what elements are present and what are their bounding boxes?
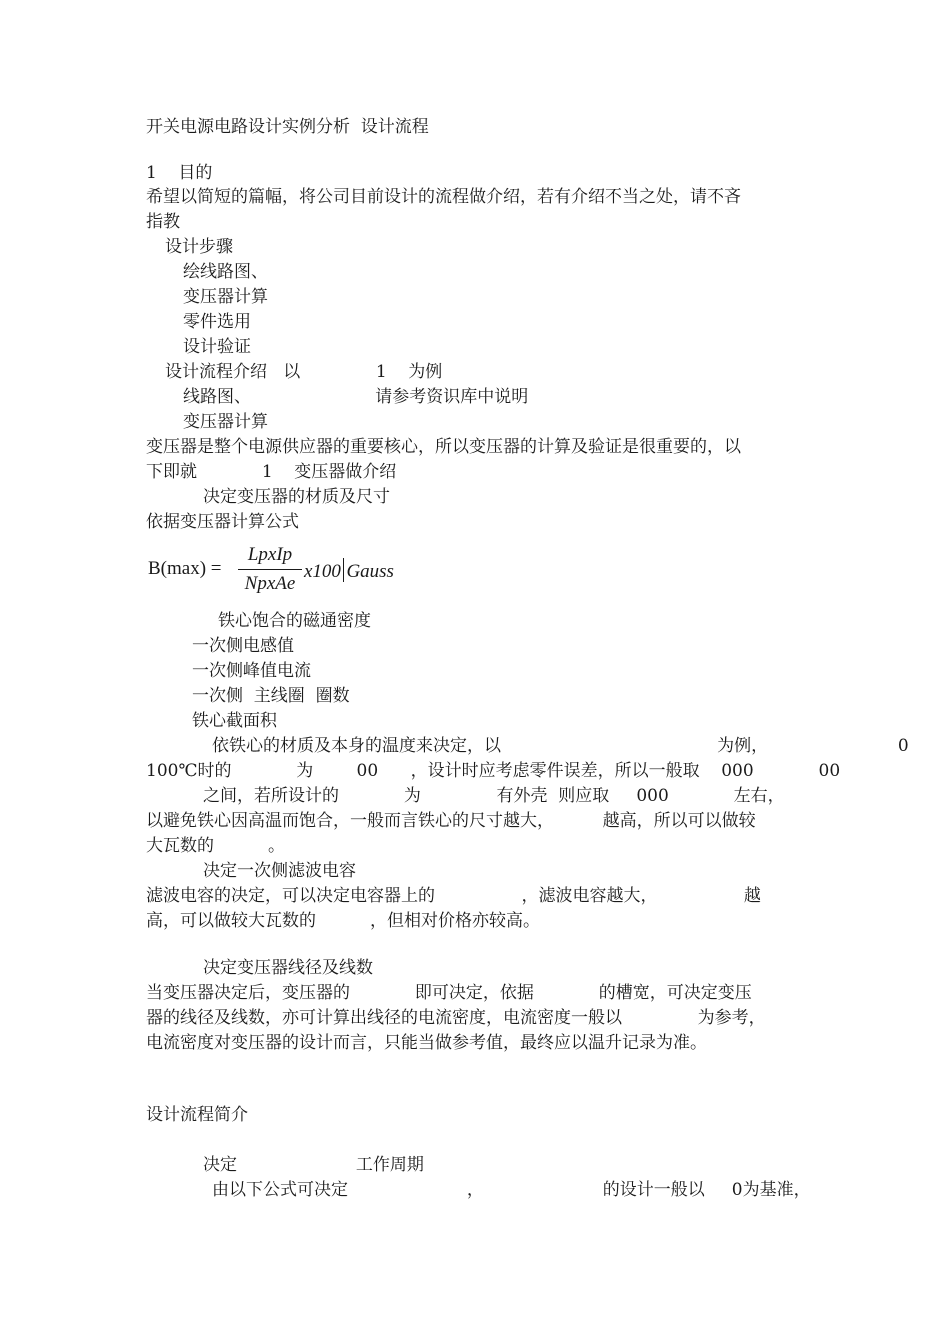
text-line: 当变压器决定后，变压器的 即可决定，依据 的槽宽，可决定变压: [146, 983, 752, 1003]
text-line: 滤波电容的决定，可以决定电容器上的 ，滤波电容越大， 越: [146, 886, 761, 906]
text-line: 铁心饱合的磁通密度: [218, 611, 371, 631]
text-line: 变压器计算: [183, 287, 268, 307]
text-line: 一次侧电感值: [192, 636, 294, 656]
flux-density-formula: [148, 542, 408, 600]
formula-denominator: NpxAe: [244, 573, 296, 594]
text-line: 希望以简短的篇幅，将公司目前设计的流程做介绍，若有介绍不当之处，请不吝: [146, 187, 741, 207]
text-line: 线路图、 请参考资识库中说明: [183, 387, 529, 407]
formula-factor: x100: [304, 561, 341, 582]
text-line: 决定一次侧滤波电容: [203, 861, 356, 881]
text-line: 铁心截面积: [192, 711, 277, 731]
document-title: 开关电源电路设计实例分析 设计流程: [146, 117, 429, 137]
fraction-bar: [238, 569, 302, 570]
text-line: 器的线径及线数，亦可计算出线径的电流密度，电流密度一般以 为参考，: [146, 1008, 766, 1028]
formula-lhs: B(max) =: [148, 558, 222, 579]
formula-unit: Gauss: [346, 561, 394, 582]
text-line: 下即就 1 变压器做介绍: [146, 462, 397, 482]
text-line: 依铁心的材质及本身的温度来决定，以 为例， 0: [212, 736, 909, 756]
formula-rhs: [304, 558, 394, 583]
text-line: 变压器是整个电源供应器的重要核心，所以变压器的计算及验证是很重要的，以: [146, 437, 741, 457]
text-line: 一次侧 主线圈 圈数: [192, 686, 350, 706]
text-line: 设计验证: [183, 337, 251, 357]
text-line: 决定 工作周期: [203, 1155, 424, 1175]
text-line: 决定变压器线径及线数: [203, 958, 373, 978]
text-line: 100℃时的 为 00 ，设计时应考虑零件误差，所以一般取 000 00: [146, 761, 841, 781]
text-line: 设计流程介绍 以 1 为例: [165, 362, 443, 382]
text-line: 设计步骤: [165, 237, 233, 257]
text-line: 零件选用: [183, 312, 251, 332]
text-line: 1 目的: [146, 163, 213, 183]
text-line: 决定变压器的材质及尺寸: [203, 487, 390, 507]
text-line: 依据变压器计算公式: [146, 512, 299, 532]
text-line: 一次侧峰值电流: [192, 661, 311, 681]
text-line: 大瓦数的 。: [146, 836, 286, 856]
text-line: 之间，若所设计的 为 有外壳 则应取 000 左右，: [203, 786, 785, 806]
formula-fraction: [238, 542, 302, 597]
text-line: 指教: [146, 212, 180, 232]
text-line: 变压器计算: [183, 412, 268, 432]
text-line: 绘线路图、: [183, 262, 268, 282]
text-line: 高，可以做较大瓦数的 ，但相对价格亦较高。: [146, 911, 541, 931]
text-line: 由以下公式可决定 ， 的设计一般以 0为基准，: [212, 1180, 811, 1200]
formula-numerator: LpxIp: [247, 544, 293, 565]
text-line: 电流密度对变压器的设计而言，只能当做参考值，最终应以温升记录为准。: [146, 1033, 707, 1053]
section-heading: 设计流程简介: [146, 1105, 248, 1125]
text-line: 以避免铁心因高温而饱合，一般而言铁心的尺寸越大， 越高，所以可以做较: [146, 811, 756, 831]
formula-divider: [343, 558, 345, 582]
